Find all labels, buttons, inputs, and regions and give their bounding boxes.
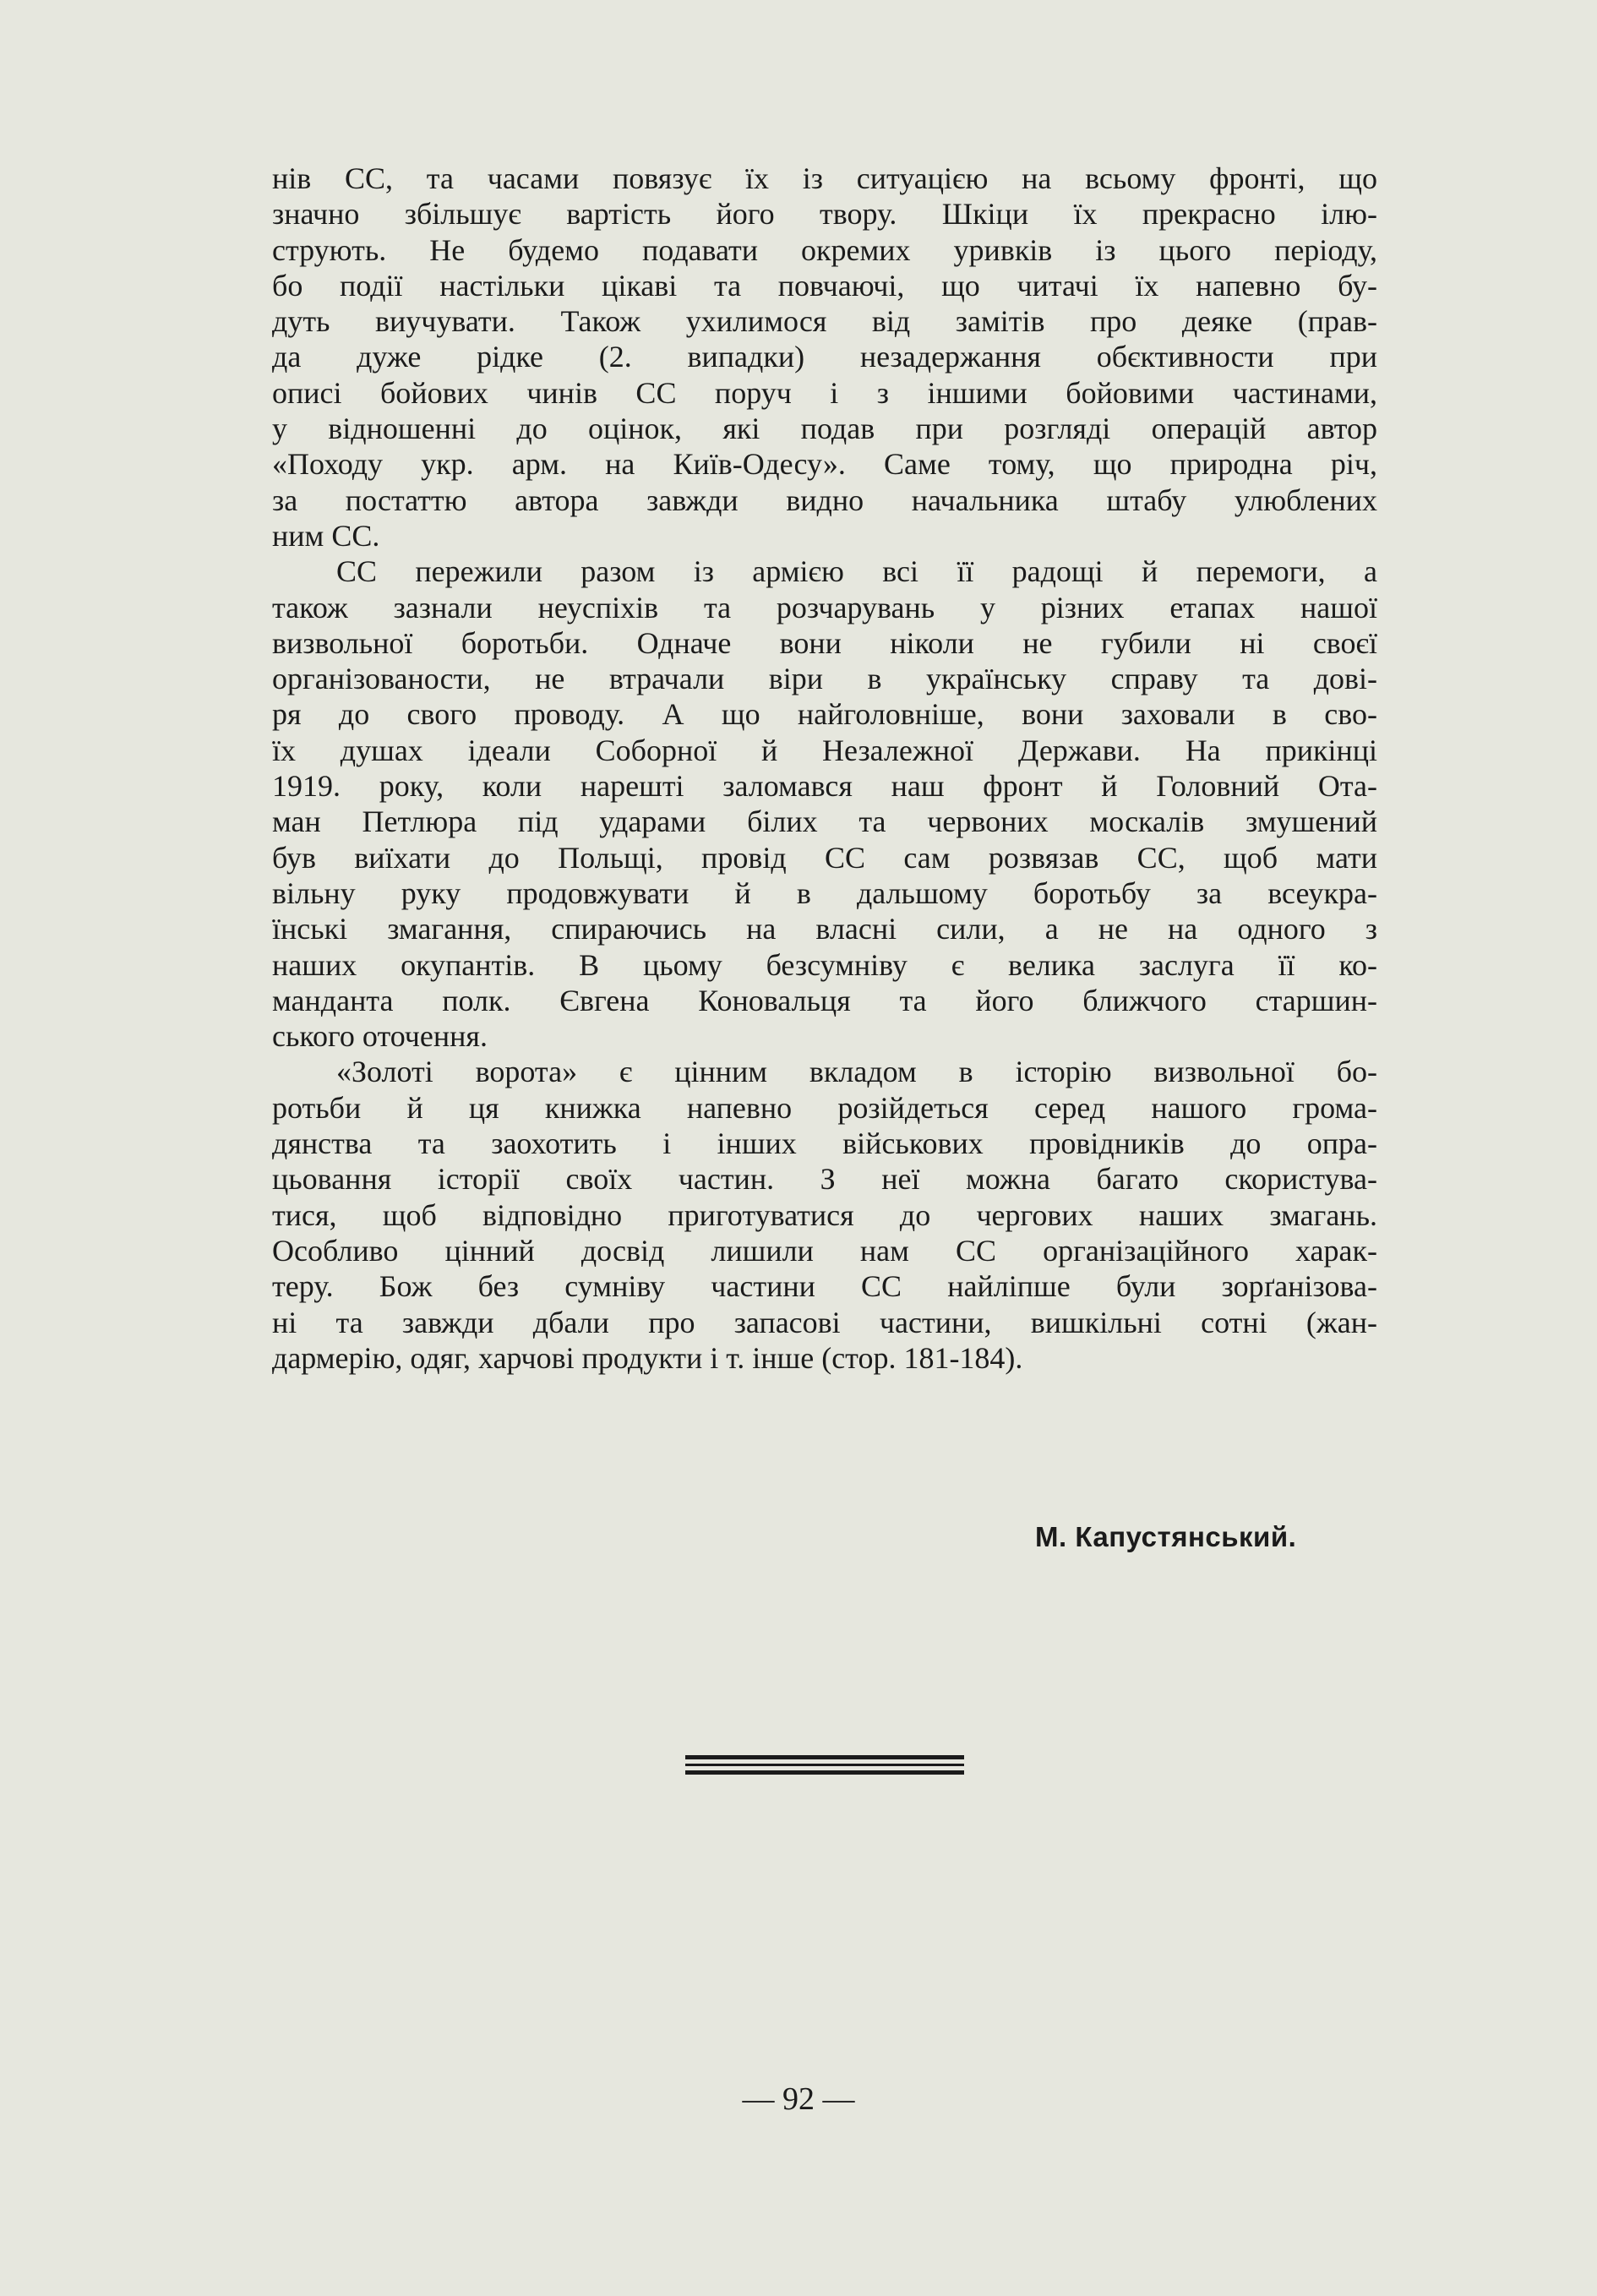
text-line: їх душах ідеали Соборної й Незалежної Держави. На прикінці <box>272 733 1377 767</box>
divider-rule <box>685 1770 964 1775</box>
text-line: ря до свого проводу. А що найголовніше, вони заховали в сво- <box>272 697 1377 732</box>
text-line: організованости, не втрачали віри в українську справу та дові- <box>272 662 1377 696</box>
text-line: був виїхати до Польщі, провід СС сам розвязав СС, щоб мати <box>272 840 1377 875</box>
text-line: нів СС, та часами повязує їх із ситуацією на всьому фронті, що <box>272 161 1377 195</box>
text-line: ського оточення. <box>272 1019 488 1054</box>
page-number: — 92 — <box>742 2081 855 2117</box>
text-line: ман Петлюра під ударами білих та червоних москалів змушений <box>272 804 1377 839</box>
text-line: цьовання історії своїх частин. З неї можна багато скористува- <box>272 1162 1377 1197</box>
text-line: дянства та заохотить і інших військових провідників до опра- <box>272 1126 1377 1161</box>
text-line: у відношенні до оцінок, які подав при розгляді операцій автор <box>272 412 1377 446</box>
text-line: да дуже рідке (2. випадки) незадержання обєктивности при <box>272 340 1377 374</box>
text-line: описі бойових чинів СС поруч і з іншими бойовими частинами, <box>272 375 1377 410</box>
text-line: ним СС. <box>272 518 380 553</box>
text-line: теру. Бож без сумніву частини СС найліпше були зорґанізова- <box>272 1269 1377 1304</box>
divider-rule <box>685 1755 964 1759</box>
text-line: СС пережили разом із армією всі її радощі й перемоги, а <box>336 554 1377 589</box>
text-line: дуть виучувати. Також ухилимося від замітів про деяке (прав- <box>272 304 1377 339</box>
text-line: 1919. року, коли нарешті заломався наш фронт й Головний Ота- <box>272 769 1377 804</box>
author-signature: М. Капустянський. <box>1035 1521 1297 1552</box>
text-line: їнські змагання, спираючись на власні сили, а не на одного з <box>272 912 1377 946</box>
text-line: «Походу укр. арм. на Київ-Одесу». Саме тому, що природна річ, <box>272 447 1377 482</box>
text-line: за постаттю автора завжди видно начальника штабу улюблених <box>272 483 1377 517</box>
text-line: вільну руку продовжувати й в дальшому боротьбу за всеукра- <box>272 875 1377 910</box>
divider-rule <box>685 1764 964 1766</box>
text-line: ротьби й ця книжка напевно розійдеться серед нашого грома- <box>272 1090 1377 1125</box>
text-line: струють. Не будемо подавати окремих уривків із цього періоду, <box>272 232 1377 267</box>
text-line: Особливо цінний досвід лишили нам СС організаційного харак- <box>272 1233 1377 1268</box>
text-line: «Золоті ворота» є цінним вкладом в історію визвольної бо- <box>336 1055 1377 1089</box>
text-line: манданта полк. Євгена Коновальця та його ближчого старшин- <box>272 983 1377 1017</box>
paragraph-2 <box>272 554 1377 1054</box>
text-line: тися, щоб відповідно приготуватися до чергових наших змагань. <box>272 1197 1377 1232</box>
paragraph-3 <box>272 1054 1377 1376</box>
section-divider <box>685 1755 964 1777</box>
body-text <box>272 161 1377 1376</box>
text-line: дармерію, одяг, харчові продукти і т. інше (стор. 181-184). <box>272 1340 1023 1375</box>
text-line: також зазнали неуспіхів та розчарувань у різних етапах нашої <box>272 590 1377 624</box>
paragraph-1 <box>272 161 1377 554</box>
text-line: значно збільшує вартість його твору. Шкіци їх прекрасно ілю- <box>272 197 1377 232</box>
text-line: визвольної боротьби. Одначе вони ніколи не губили ні своєї <box>272 625 1377 660</box>
text-line: бо події настільки цікаві та повчаючі, що читачі їх напевно бу- <box>272 268 1377 303</box>
text-line: наших окупантів. В цьому безсумніву є велика заслуга її ко- <box>272 947 1377 982</box>
text-line: ні та завжди дбали про запасові частини, вишкільні сотні (жан- <box>272 1305 1377 1339</box>
